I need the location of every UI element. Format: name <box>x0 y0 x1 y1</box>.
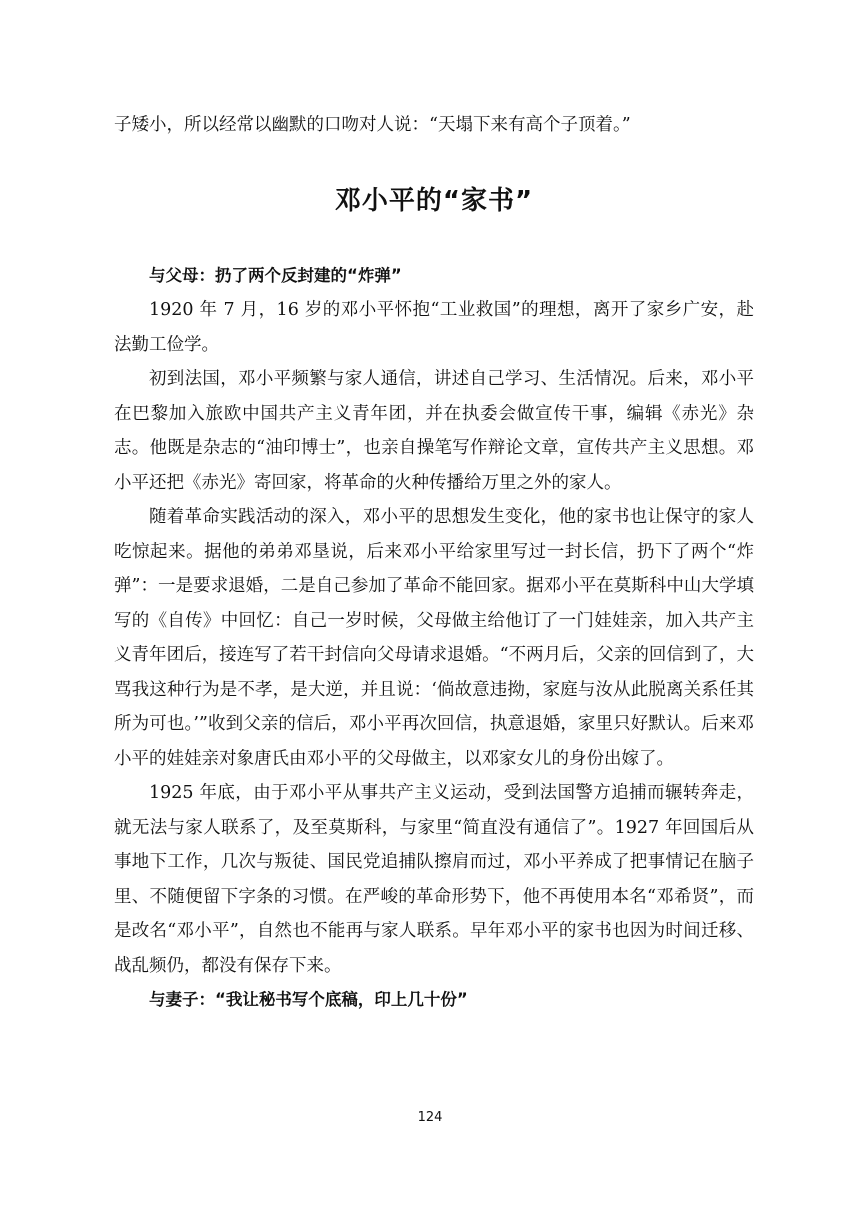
paragraph-1: 1920 年 7 月，16 岁的邓小平怀抱“工业救国”的理想，离开了家乡广安，赴法勤工俭学。 <box>114 300 754 355</box>
continuation-line: 子矮小，所以经常以幽默的口吻对人说：“天塌下来有高个子顶着。” <box>114 115 631 135</box>
page-content <box>114 108 754 1018</box>
article-title: 邓小平的“家书” <box>334 185 534 216</box>
paragraph-2: 初到法国，邓小平频繁与家人通信，讲述自己学习、生活情况。后来，邓小平在巴黎加入旅欧中国共产主义青年团，并在执委会做宣传干事，编辑《赤光》杂志。他既是杂志的“油印博士”，也亲自操笔写作辩论文章，宣传共产主义思想。邓小平还把《赤光》寄回家，将革命的火种传播给万里之外的家人。 <box>114 369 754 493</box>
section-heading-parents: 与父母：扔了两个反封建的“炸弹” <box>149 265 402 285</box>
section-heading-wife: 与妻子：“我让秘书写个底稿，印上几十份” <box>149 990 468 1009</box>
page-number: 124 <box>417 1110 443 1125</box>
paragraph-4: 1925 年底，由于邓小平从事共产主义运动，受到法国警方追捕而辗转奔走，就无法与家人联系了，及至莫斯科，与家里“简直没有通信了”。1927 年回国后从事地下工作，几次与叛徒、国民党追捕队擦肩而过，邓小平养成了把事情记在脑子里、不随便留下字条的习惯。在严峻的革命形势下，他不再使用本名“邓希贤”，而是改名“邓小平”，自然也不能再与家人联系。早年邓小平的家书也因为时间迁移、战乱频仍，都没有保存下来。 <box>114 783 754 976</box>
paragraph-3: 随着革命实践活动的深入，邓小平的思想发生变化，他的家书也让保守的家人吃惊起来。据他的弟弟邓垦说，后来邓小平给家里写过一封长信，扔下了两个“炸弹”：一是要求退婚，二是自己参加了革命不能回家。据邓小平在莫斯科中山大学填写的《自传》中回忆：自己一岁时候，父母做主给他订了一门娃娃亲，加入共产主义青年团后，接连写了若干封信向父母请求退婚。“不两月后，父亲的回信到了，大骂我这种行为是不孝，是大逆，并且说：‘倘故意违拗，家庭与汝从此脱离关系任其所为可也。’”收到父亲的信后，邓小平再次回信，执意退婚，家里只好默认。后来邓小平的娃娃亲对象唐氏由邓小平的父母做主，以邓家女儿的身份出嫁了。 <box>114 507 754 769</box>
